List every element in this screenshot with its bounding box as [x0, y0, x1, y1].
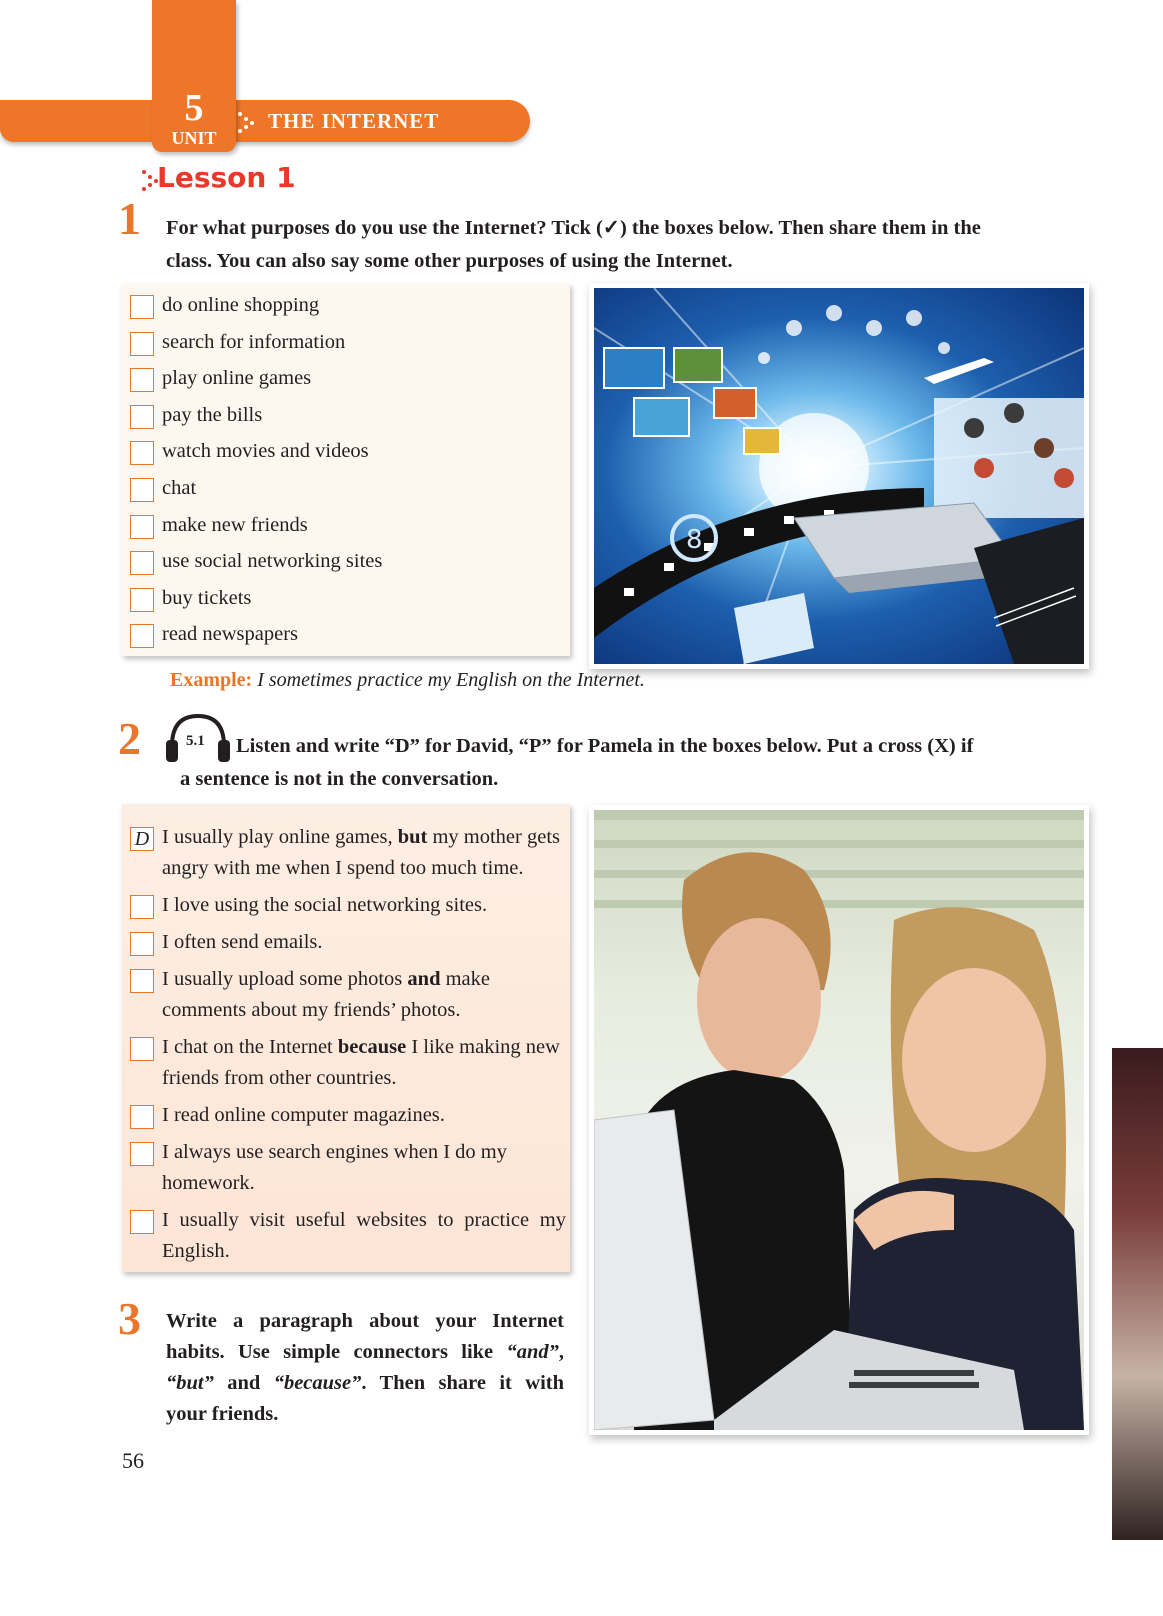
exercise-1-instruction-line2: class. You can also say some other purposes of using the Internet.	[166, 250, 733, 272]
purpose-item: buy tickets	[162, 586, 252, 609]
statement-text: homework.	[162, 1172, 255, 1194]
statement-text: friends from other countries.	[162, 1067, 397, 1089]
statement-item	[162, 964, 566, 1026]
statement-text: English.	[162, 1240, 230, 1262]
exercise-1-number: 1	[118, 193, 141, 244]
purpose-item: make new friends	[162, 513, 308, 536]
answer-box[interactable]	[130, 895, 154, 919]
exercise-2-instruction-line1: Listen and write “D” for David, “P” for Pamela in the boxes below. Put a cross (X) if	[236, 735, 974, 757]
statement-item	[162, 1205, 566, 1267]
dots-icon	[238, 110, 254, 132]
internet-media-image	[594, 288, 1084, 664]
statement-text: I always use search engines when I do my	[162, 1141, 507, 1163]
statement-text: comments about my friends’ photos.	[162, 999, 461, 1021]
unit-label: UNIT	[171, 128, 217, 148]
purpose-item: search for information	[162, 330, 346, 353]
checkbox-icon[interactable]	[130, 588, 154, 612]
checkbox-icon[interactable]	[130, 332, 154, 356]
audio-track[interactable]	[166, 712, 230, 769]
exercise-3-text: “and”	[506, 1341, 559, 1363]
answer-box[interactable]: D	[130, 827, 154, 851]
statement-line	[162, 1205, 566, 1236]
statement-line	[162, 964, 566, 995]
checkbox-icon[interactable]	[130, 515, 154, 539]
track-number: 5.1	[186, 733, 205, 749]
statement-text: make	[440, 968, 491, 990]
statement-text: I like making new	[406, 1036, 560, 1058]
exercise-3-line	[166, 1368, 564, 1399]
exercise-3-text: ,	[558, 1341, 564, 1363]
connector-word: and	[407, 968, 441, 990]
statement-line	[162, 822, 566, 853]
statements-list	[122, 804, 570, 1272]
answer-box[interactable]	[130, 969, 154, 993]
statement-item	[162, 1137, 566, 1199]
statement-item	[162, 1032, 566, 1094]
exercise-3-text: “but”	[166, 1372, 214, 1394]
exercise-3-text: habits. Use simple connectors like	[166, 1341, 507, 1363]
checkbox-icon[interactable]	[130, 368, 154, 392]
purpose-item: do online shopping	[162, 294, 320, 316]
purpose-item: read newspapers	[162, 623, 299, 646]
statement-line	[162, 1137, 566, 1168]
example-label: Example:	[170, 669, 253, 691]
statement-line	[162, 1100, 566, 1131]
answer-box[interactable]	[130, 1037, 154, 1061]
statement-line	[162, 1032, 566, 1063]
checkbox-icon[interactable]	[130, 551, 154, 575]
checkbox-icon[interactable]	[130, 295, 154, 319]
answer-box[interactable]	[130, 1142, 154, 1166]
checkbox-icon[interactable]	[130, 478, 154, 502]
internet-media-illustration	[594, 288, 1084, 664]
statement-text: angry with me when I spend too much time.	[162, 857, 524, 879]
statement-line	[162, 1168, 566, 1199]
answer-box[interactable]	[130, 1210, 154, 1234]
exercise-3-line	[166, 1337, 564, 1368]
purpose-item: play online games	[162, 367, 312, 390]
statement-item	[162, 927, 566, 958]
statement-text: I usually visit useful websites to practice my	[162, 1209, 566, 1231]
statement-line	[162, 1063, 566, 1094]
exercise-3-number: 3	[118, 1293, 141, 1344]
statement-text: I usually upload some photos	[162, 968, 408, 990]
statement-text: I read online computer magazines.	[162, 1104, 445, 1126]
statement-item	[162, 822, 566, 884]
purpose-item: chat	[162, 477, 197, 499]
checkbox-icon[interactable]	[130, 441, 154, 465]
lesson-title: Lesson 1	[157, 161, 296, 194]
statement-text: my mother gets	[427, 826, 561, 848]
exercise-3-text: your friends.	[166, 1403, 279, 1425]
statement-text: I love using the social networking sites.	[162, 894, 488, 916]
purposes-list	[122, 284, 570, 656]
connector-word: but	[397, 826, 428, 848]
exercise-1-instruction-line1: For what purposes do you use the Internet? Tick (✓) the boxes below. Then share them in the	[166, 217, 981, 239]
teens-laptop-photo	[594, 810, 1084, 1430]
exercise-3-line	[166, 1306, 564, 1337]
statement-line	[162, 927, 566, 958]
purpose-item: watch movies and videos	[162, 440, 369, 463]
example-text: I sometimes practice my English on the Internet.	[257, 669, 645, 691]
connector-word: because	[337, 1036, 407, 1058]
statement-item	[162, 1100, 566, 1131]
exercise-3-line	[166, 1399, 564, 1430]
example-sentence	[170, 666, 645, 694]
exercise-3-text: Write a paragraph about your Internet	[166, 1310, 564, 1332]
exercise-3-text: . Then share it with	[361, 1372, 564, 1394]
statement-line	[162, 890, 566, 921]
purpose-item: pay the bills	[162, 403, 263, 426]
statement-line	[162, 1236, 566, 1267]
purpose-item: use social networking sites	[162, 550, 383, 573]
page-number: 56	[122, 1448, 144, 1473]
lesson-dots-icon	[142, 168, 158, 190]
exercise-2-instruction-line2: a sentence is not in the conversation.	[180, 768, 499, 790]
exercise-3-instruction	[166, 1306, 564, 1430]
checkbox-icon[interactable]	[130, 405, 154, 429]
statement-text: I often send emails.	[162, 931, 323, 953]
unit-header-bar	[0, 100, 530, 142]
answer-box[interactable]	[130, 1105, 154, 1129]
exercise-3-text: “because”	[273, 1372, 362, 1394]
exercise-2-number: 2	[118, 713, 141, 764]
statement-text: I usually play online games,	[162, 826, 398, 848]
statement-line	[162, 853, 566, 884]
statement-item	[162, 890, 566, 921]
answer-box[interactable]	[130, 932, 154, 956]
unit-number: 5	[184, 87, 204, 129]
teens-laptop-illustration	[594, 810, 1084, 1430]
edge-photo	[1112, 1048, 1163, 1540]
unit-title: THE INTERNET	[268, 109, 440, 133]
statement-text: I chat on the Internet	[162, 1036, 338, 1058]
exercise-3-text: and	[213, 1372, 274, 1394]
checkbox-icon[interactable]	[130, 624, 154, 648]
statement-line	[162, 995, 566, 1026]
svg-text:8: 8	[686, 525, 703, 555]
